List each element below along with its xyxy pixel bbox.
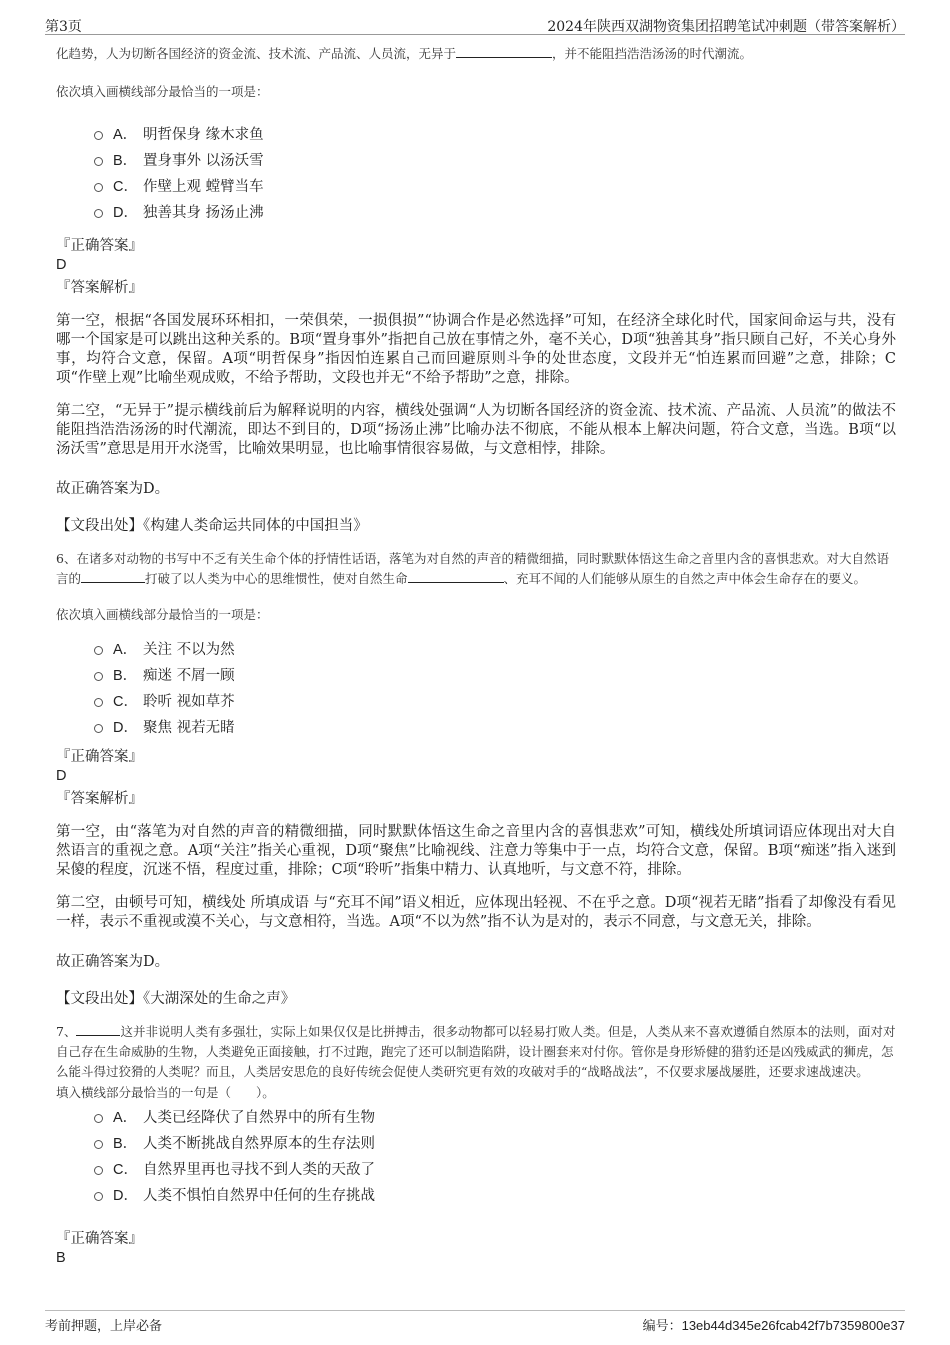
- q6-analysis-1: 第一空，由“落笔为对自然的声音的精微细描，同时默默体悟这生命之音里内含的喜惧悲欢”可知，横线处所填词语应体现出对大自然语言的重视之意。A项“关注”指关心重视，D项“聚焦”比喻视线、注意力等集中于一点，均符合文意，保留。B项“痴迷”指入迷到呆傻的程度，沉迷不悟，程度过重，排除；C项“聆听”指集中精力、认真地听，与文意不符，排除。: [56, 824, 896, 878]
- page-number: 第3页: [45, 19, 82, 35]
- q6-answer: D: [56, 768, 67, 784]
- q5-analysis-label: 『答案解析』: [56, 280, 143, 296]
- q5-option-b[interactable]: B． 置身事外 以汤沃雪: [94, 148, 896, 174]
- q5-stem-continuation: 化趋势，人为切断各国经济的资金流、技术流、产品流、人员流，无异于 ，并不能阻挡浩浩汤汤的时代潮流。: [56, 46, 753, 61]
- radio-icon[interactable]: [94, 1166, 103, 1175]
- q6-option-d[interactable]: D． 聚焦 视若无睹: [94, 715, 896, 741]
- q6-option-a[interactable]: A． 关注 不以为然: [94, 637, 896, 663]
- q6-conclusion: 故正确答案为D。: [56, 954, 170, 970]
- q6-option-b[interactable]: B． 痴迷 不屑一顾: [94, 663, 896, 689]
- q7-instruction: 填入横线部分最恰当的一句是（ ）。: [56, 1085, 275, 1100]
- page-header: [45, 14, 905, 35]
- q7-answer: B: [56, 1250, 66, 1266]
- q5-option-c[interactable]: C． 作壁上观 螳臂当车: [94, 174, 896, 200]
- q5-conclusion: 故正确答案为D。: [56, 481, 170, 497]
- q7-stem: 7、 这并非说明人类有多强壮，实际上如果仅仅是比拼搏击，很多动物都可以轻易打败人类。但是，人类从来不喜欢遵循自然原本的法则，面对对自己存在生命威胁的生物，人类避免正面接触，打不过跑，跑完了还可以制造陷阱，设计圈套来对付你。管你是身形矫健的猎豹还是凶残威武的狮虎，怎么能斗得过狡猾的人类呢？而且，人类居安思危的良好传统会促使人类研究更有效的攻破对手的“战略战法”，不仅要求屡战屡胜，还要求速战速决。: [56, 1024, 896, 1079]
- radio-icon[interactable]: [94, 131, 103, 140]
- q6-analysis-2: 第二空，由顿号可知，横线处 所填成语 与“充耳不闻”语义相近，应体现出轻视、不在乎之意。D项“视若无睹”指看了却像没有看见一样，表示不重视或漠不关心，与文意相符，当选。A项“不以为然”指不认为是对的，表示不同意，与文意无关，排除。: [56, 895, 896, 930]
- q5-answer: D: [56, 257, 67, 273]
- q7-option-a[interactable]: A． 人类已经降伏了自然界中的所有生物: [94, 1105, 896, 1131]
- q7-option-c[interactable]: C． 自然界里再也寻找不到人类的天敌了: [94, 1157, 896, 1183]
- q7-answer-label: 『正确答案』: [56, 1231, 143, 1247]
- radio-icon[interactable]: [94, 1192, 103, 1201]
- q5-analysis-2: 第二空，“无异于”提示横线前后为解释说明的内容，横线处强调“人为切断各国经济的资金流、技术流、产品流、人员流”的做法不能阻挡浩浩汤汤的时代潮流，即达不到目的，D项“扬汤止沸”比喻办法不彻底，不能从根本上解决问题，符合文意，当选。B项“以汤沃雪”意思是用开水浇雪，比喻效果明显，也比喻事情很容易做，与文意相悖，排除。: [56, 403, 896, 457]
- q7-options: [94, 1105, 896, 1209]
- radio-icon[interactable]: [94, 646, 103, 655]
- q6-options: [94, 637, 896, 741]
- page-content: [56, 40, 896, 1267]
- q5-source: 【文段出处】《构建人类命运共同体的中国担当》: [56, 518, 368, 534]
- radio-icon[interactable]: [94, 1140, 103, 1149]
- q6-option-c[interactable]: C． 聆听 视如草芥: [94, 689, 896, 715]
- q6-stem: 6、在诸多对动物的书写中不乏有关生命个体的抒情性话语，落笔为对自然的声音的精微细描，同时默默体悟这生命之音里内含的喜惧悲欢。对大自然语言的 打破了以人类为中心的思维惯性，使对自然生命 、充耳不闻的人们能够从原生的自然之声中体会生命存在的要义。: [56, 551, 889, 586]
- q5-option-a[interactable]: A． 明哲保身 缘木求鱼: [94, 122, 896, 148]
- radio-icon[interactable]: [94, 209, 103, 218]
- q5-options: [94, 122, 896, 226]
- footer-slogan: 考前押题，上岸必备: [45, 1319, 163, 1334]
- q7-option-b[interactable]: B． 人类不断挑战自然界原本的生存法则: [94, 1131, 896, 1157]
- radio-icon[interactable]: [94, 1114, 103, 1123]
- q5-instruction: 依次填入画横线部分最恰当的一项是：: [56, 84, 269, 99]
- radio-icon[interactable]: [94, 698, 103, 707]
- fill-blank: [81, 570, 145, 583]
- fill-blank: [456, 45, 552, 58]
- radio-icon[interactable]: [94, 157, 103, 166]
- q5-option-d[interactable]: D． 独善其身 扬汤止沸: [94, 200, 896, 226]
- q6-source: 【文段出处】《大湖深处的生命之声》: [56, 991, 296, 1007]
- q6-answer-label: 『正确答案』: [56, 749, 143, 765]
- radio-icon[interactable]: [94, 724, 103, 733]
- q5-answer-label: 『正确答案』: [56, 238, 143, 254]
- page-footer: [45, 1310, 905, 1334]
- fill-blank: [76, 1023, 120, 1036]
- q7-option-d[interactable]: D． 人类不惧怕自然界中任何的生存挑战: [94, 1183, 896, 1209]
- q6-instruction: 依次填入画横线部分最恰当的一项是：: [56, 607, 269, 622]
- radio-icon[interactable]: [94, 183, 103, 192]
- q6-analysis-label: 『答案解析』: [56, 791, 143, 807]
- radio-icon[interactable]: [94, 672, 103, 681]
- document-title: 2024年陕西双湖物资集团招聘笔试冲刺题（带答案解析）: [547, 19, 905, 35]
- q5-analysis-1: 第一空，根据“各国发展环环相扣，一荣俱荣，一损俱损”“协调合作是必然选择”可知，在经济全球化时代，国家间命运与共，没有哪一个国家是可以跳出这种关系的。B项“置身事外”指把自己放在事情之外，毫不关心，D项“独善其身”指只顾自己好，不关心身外事，均符合文意，保留。A项“明哲保身”指因怕连累自己而回避原则斗争的处世态度，文段并无“怕连累而回避”之意，排除；C项“作壁上观”比喻坐观成败，不给予帮助，文段也并无“不给予帮助”之意，排除。: [56, 313, 896, 386]
- document-code: 编号：13eb44d345e26fcab42f7b7359800e37: [642, 1318, 905, 1333]
- fill-blank: [408, 570, 504, 583]
